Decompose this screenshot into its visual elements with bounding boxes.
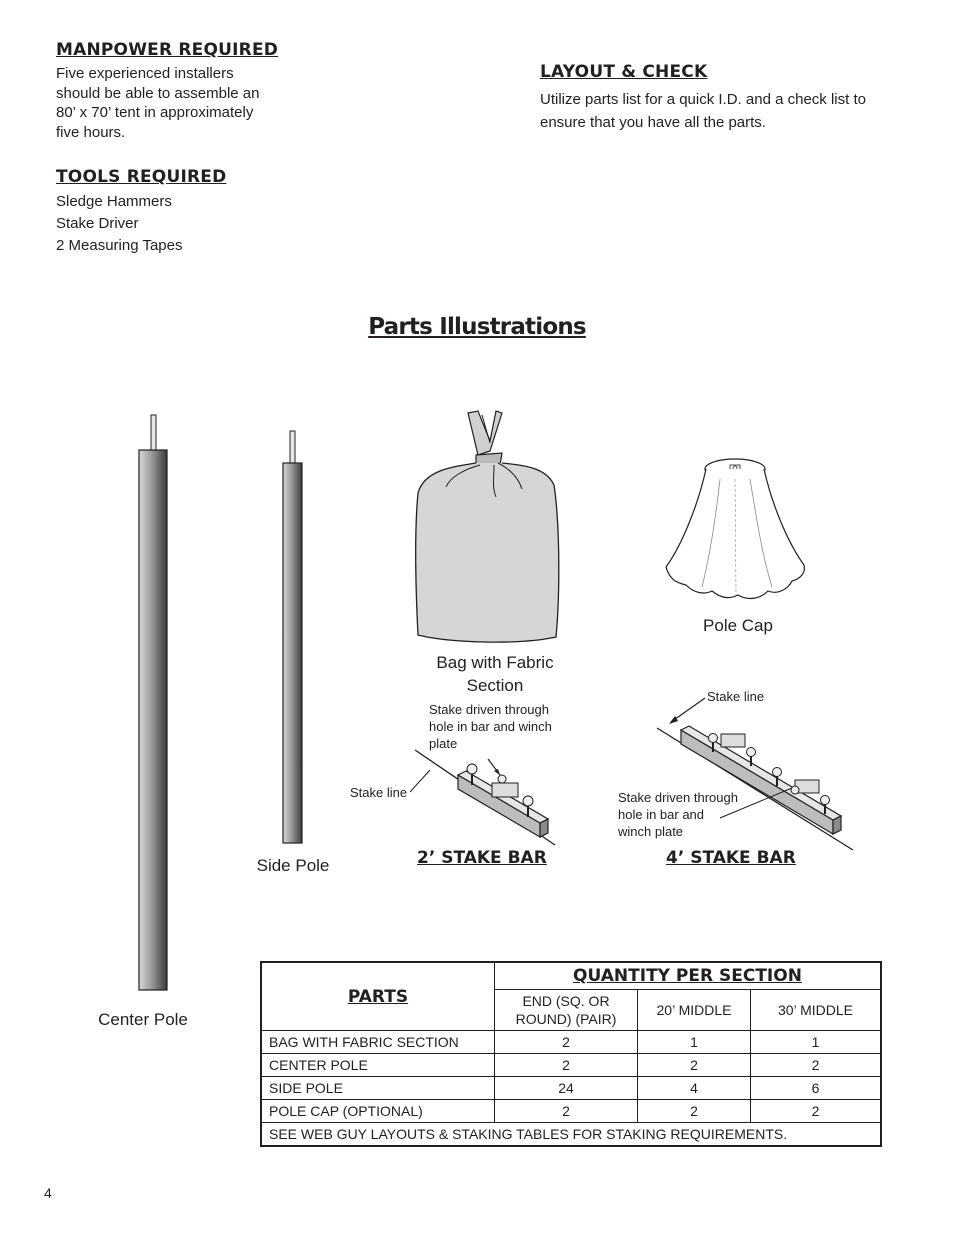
pole-cap-illustration: [660, 455, 810, 605]
parts-quantity-table: [260, 961, 882, 1147]
stake-bar-4-title: 4’ STAKE BAR: [666, 848, 796, 868]
table-row: BAG WITH FABRIC SECTION 2 1 1: [261, 1031, 881, 1054]
center-pole-illustration: [130, 412, 180, 997]
bag-illustration: [410, 405, 570, 650]
layout-check-text: Utilize parts list for a quick I.D. and a check list to ensure that you have all the parts.: [540, 91, 866, 131]
stake-bar-2-driven-label: Stake driven through hole in bar and winch plate: [429, 702, 552, 751]
layout-check-section: [540, 62, 920, 134]
side-pole-label: Side Pole: [256, 856, 330, 875]
stake-bar-2-title: 2’ STAKE BAR: [417, 848, 547, 868]
center-pole-label: Center Pole: [98, 1010, 188, 1029]
table-footer-row: [261, 1123, 881, 1147]
manpower-title: MANPOWER REQUIRED: [56, 40, 279, 60]
stake-bar-2-stake-line-label: Stake line: [350, 785, 408, 800]
table-footer-note: SEE WEB GUY LAYOUTS & STAKING TABLES FOR STAKING REQUIREMENTS.: [261, 1123, 881, 1147]
sub-header-end: END (SQ. OR ROUND) (PAIR): [495, 990, 638, 1031]
tools-title: TOOLS REQUIRED: [56, 167, 227, 187]
tools-section: [56, 167, 316, 257]
parts-header: PARTS: [261, 962, 495, 1031]
manpower-section: [56, 40, 316, 142]
table-row: SIDE POLE 24 4 6: [261, 1077, 881, 1100]
bag-label: Bag with Fabric Section: [436, 653, 554, 695]
manpower-text: Five experienced installers should be able to assemble an 80’ x 70’ tent in approximately five hours.: [56, 65, 260, 141]
stake-bar-4-driven-pointer: [718, 782, 798, 822]
sub-header-20-middle: 20’ MIDDLE: [638, 990, 751, 1031]
stake-bar-4-stake-line-label: Stake line: [707, 689, 765, 704]
layout-check-title: LAYOUT & CHECK: [540, 62, 708, 82]
tools-list: Sledge Hammers Stake Driver 2 Measuring Tapes: [56, 193, 183, 254]
table-row: CENTER POLE 2 2 2: [261, 1054, 881, 1077]
page-number: 4: [44, 1185, 52, 1201]
pole-cap-label: Pole Cap: [703, 616, 773, 635]
quantity-header: QUANTITY PER SECTION: [495, 962, 882, 990]
stake-bar-4-driven-label: Stake driven through hole in bar and winch plate: [618, 790, 738, 839]
parts-illustrations-title: Parts Illustrations: [368, 314, 586, 340]
stake-bar-4-stake-line-pointer: [665, 694, 710, 729]
table-row: POLE CAP (OPTIONAL) 2 2 2: [261, 1100, 881, 1123]
sub-header-30-middle: 30’ MIDDLE: [751, 990, 882, 1031]
side-pole-illustration: [278, 428, 308, 848]
stake-bar-2-stake-line-pointer: [408, 760, 448, 800]
